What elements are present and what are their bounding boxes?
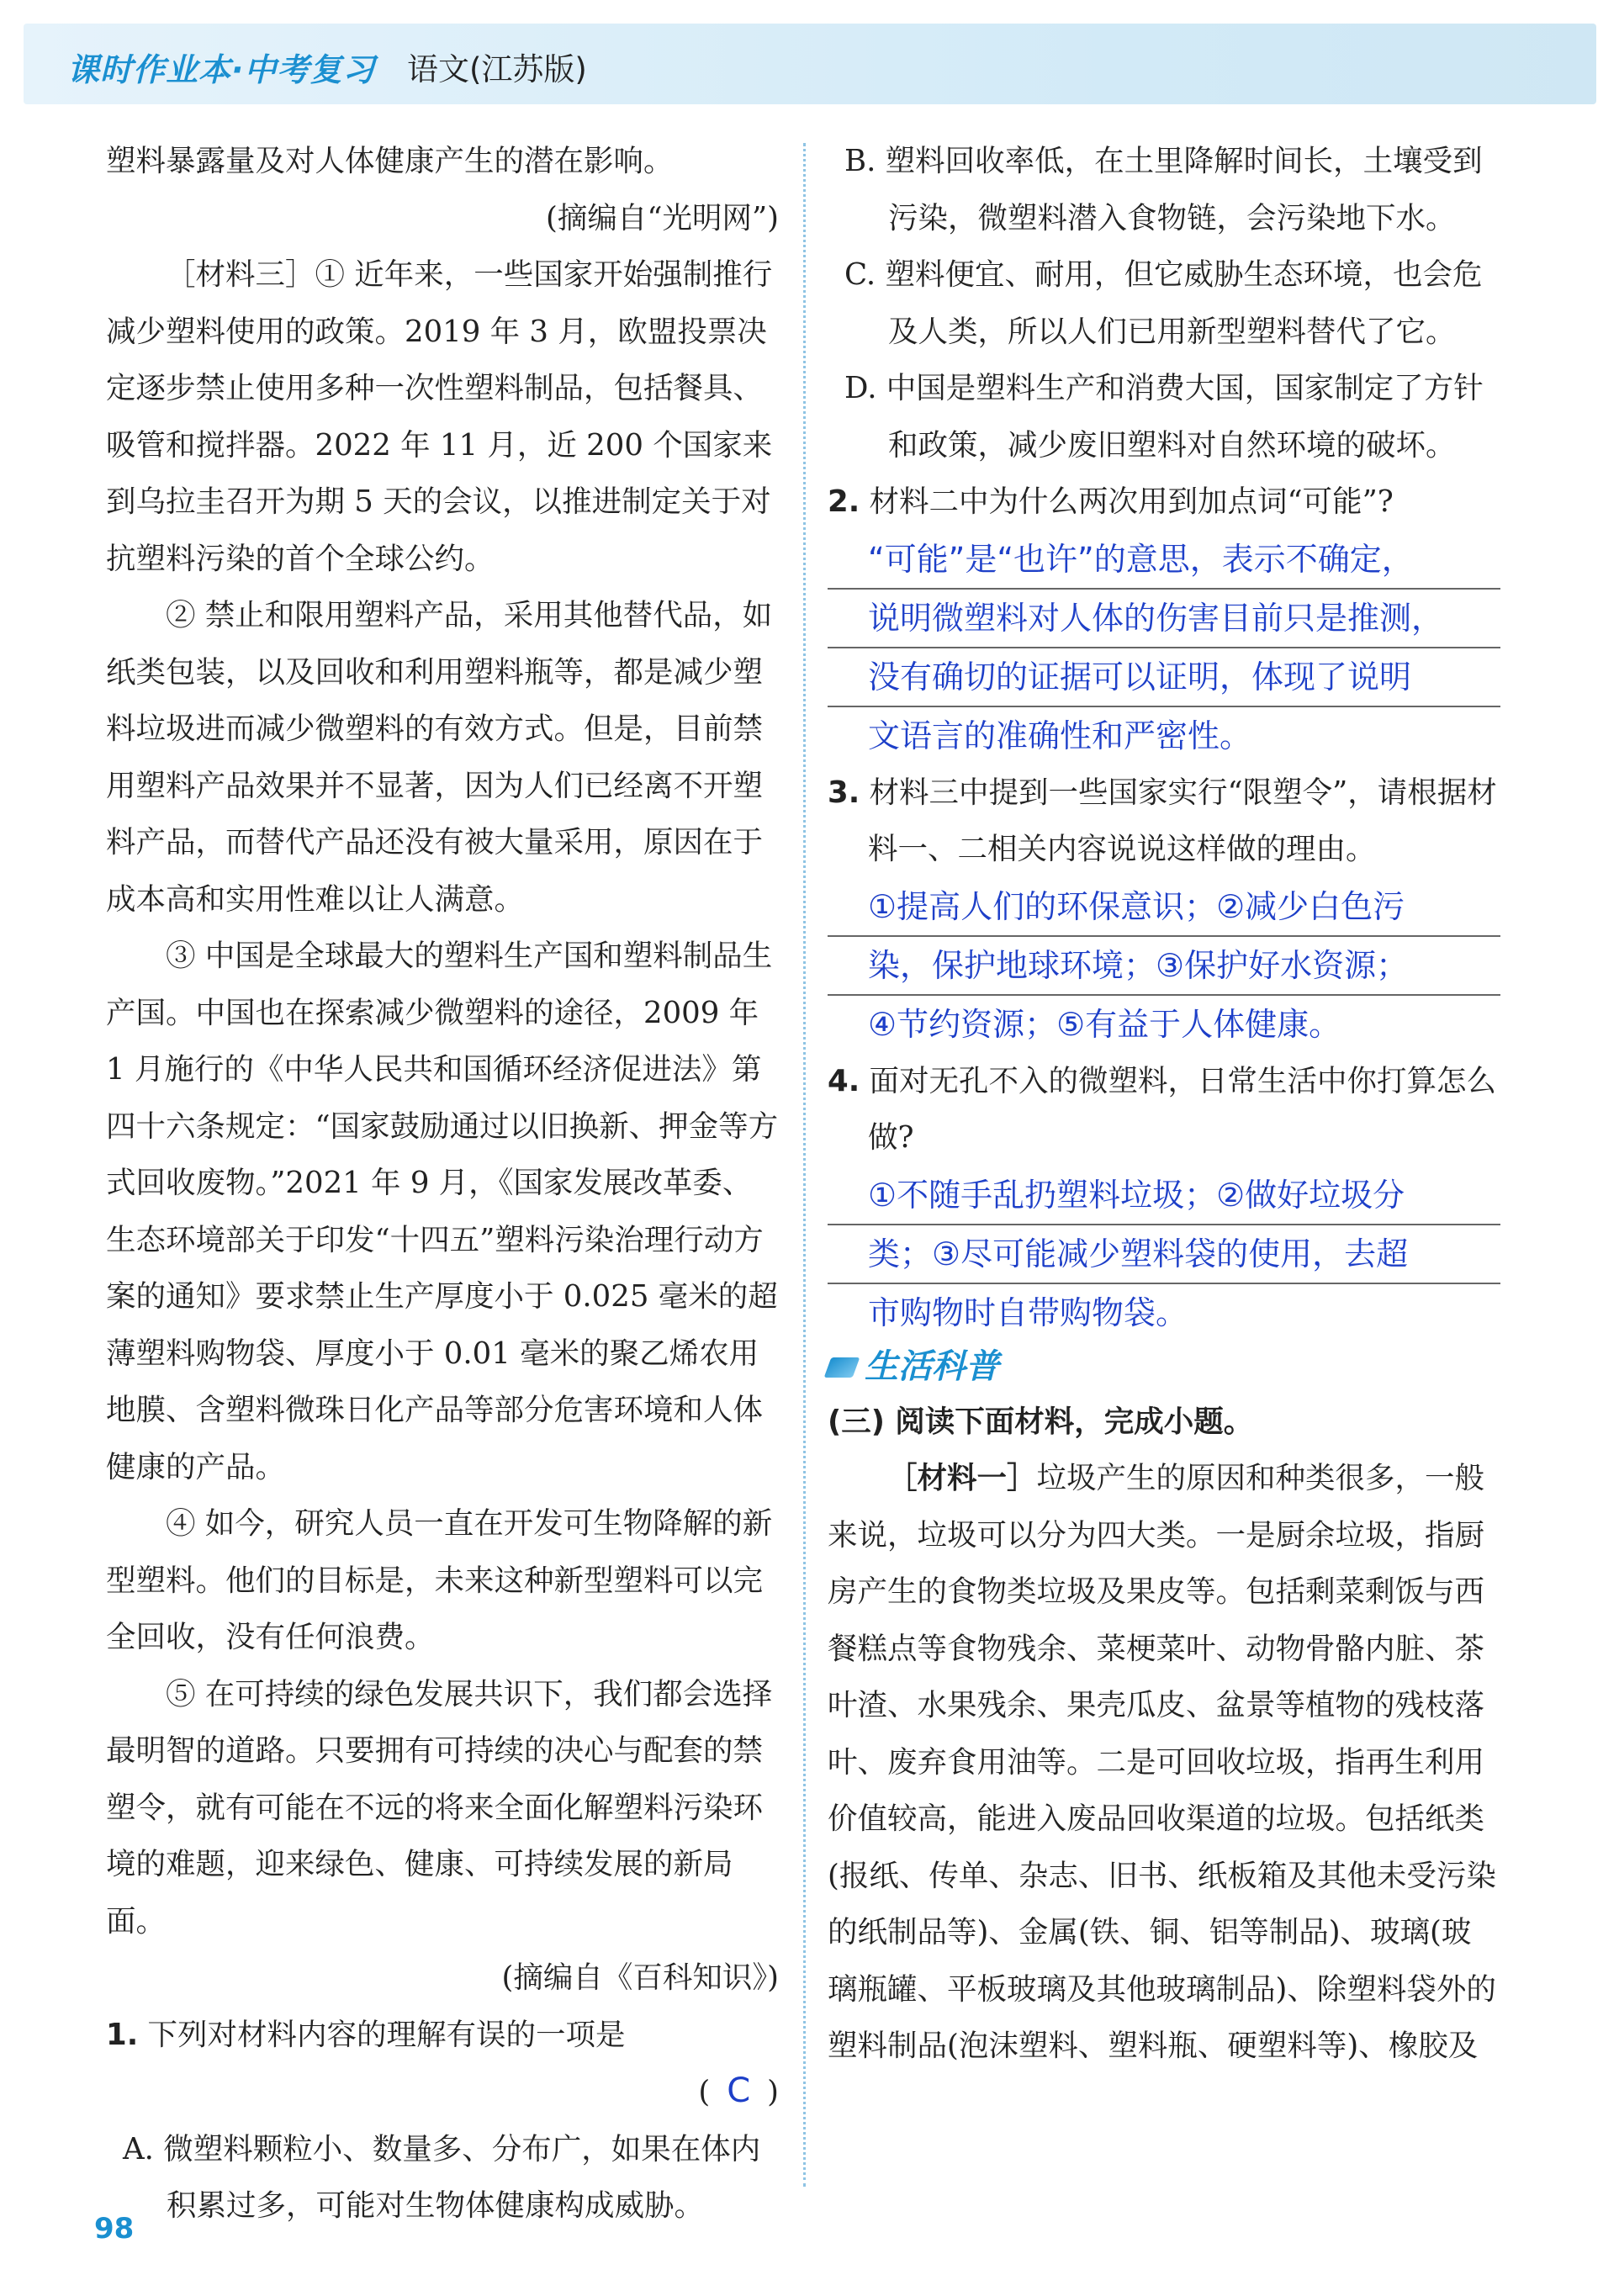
bracket-close: ) <box>767 2075 779 2109</box>
right-column <box>828 133 1500 2075</box>
question-text: 下列对材料内容的理解有误的一项是 <box>147 2017 626 2052</box>
material-text: 垃圾产生的原因和种类很多，一般来说，垃圾可以分为四大类。一是厨余垃圾，指厨房产生的食物类垃圾及果皮等。包括剩菜剩饭与西餐糕点等食物残余、菜梗菜叶、动物骨骼内脏、茶叶渣、水果残余、果壳瓜皮、盆景等植物的残枝落叶、废弃食用油等。二是可回收垃圾，指再生利用价值较高，能进入废品回收渠道的垃圾。包括纸类(报纸、传单、杂志、旧书、纸板箱及其他未受污染的纸制品等)、金属(铁、铜、铝等制品)、玻璃(玻璃瓶罐、平板玻璃及其他玻璃制品)、除塑料袋外的塑料制品(泡沫塑料、塑料瓶、硬塑料等)、橡胶及 <box>828 1461 1496 2063</box>
material1-paragraph <box>828 1450 1500 2075</box>
section-heading <box>828 1341 1500 1394</box>
answer-line: 染，保护地球环境；③保护好水资源； <box>828 937 1500 996</box>
material-label: ［材料一］ <box>887 1461 1037 1495</box>
reading-instruction: (三) 阅读下面材料，完成小题。 <box>828 1404 1254 1439</box>
option-a: A. 微塑料颗粒小、数量多、分布广，如果在体内积累过多，可能对生物体健康构成威胁。 <box>123 2131 761 2223</box>
subject-title: 语文(江苏版) <box>407 51 587 87</box>
left-column <box>106 133 779 2235</box>
continued-line: 塑料暴露量及对人体健康产生的潜在影响。 <box>106 144 674 178</box>
material3-paragraph-2: ② 禁止和限用塑料产品，采用其他替代品，如纸类包装，以及回收和利用塑料瓶等，都是减少塑料垃圾进而减少微塑料的有效方式。但是，目前禁用塑料产品效果并不显著，因为人们已经离不开塑料产品，而替代产品还没有被大量采用，原因在于成本高和实用性难以让人满意。 <box>106 598 773 917</box>
column-divider <box>803 143 806 2187</box>
answer-line: 没有确切的证据可以证明，体现了说明 <box>828 648 1500 707</box>
answer-line: “可能”是“也许”的意思，表示不确定， <box>828 531 1500 590</box>
source-citation: (摘编自“光明网”) <box>546 200 779 235</box>
answer-line: ①不随手乱扔塑料垃圾；②做好垃圾分 <box>828 1167 1500 1225</box>
answer-bracket <box>106 2063 779 2121</box>
question-number: 4. <box>828 1063 860 1098</box>
answer-line: 说明微塑料对人体的伤害目前只是推测， <box>828 590 1500 648</box>
bracket-open: ( <box>698 2075 711 2109</box>
material3-paragraph-4: ④ 如今，研究人员一直在开发可生物降解的新型塑料。他们的目标是，未来这种新型塑料可以完全回收，没有任何浪费。 <box>106 1506 773 1654</box>
question-text: 材料三中提到一些国家实行“限塑令”，请根据材料一、二相关内容说说这样做的理由。 <box>868 775 1497 866</box>
book-series-title: 课时作业本·中考复习 <box>67 51 376 88</box>
option-d: D. 中国是塑料生产和消费大国，国家制定了方针和政策，减少废旧塑料对自然环境的破坏。 <box>844 371 1484 463</box>
question-text: 面对无孔不入的微塑料，日常生活中你打算怎么做? <box>868 1063 1496 1155</box>
question-4 <box>828 1053 1500 1167</box>
option-c: C. 塑料便宜、耐用，但它威胁生态环境，也会危及人类，所以人们已用新型塑料替代了它。 <box>844 257 1483 349</box>
answer-choice[interactable]: C <box>727 2071 751 2110</box>
option-b: B. 塑料回收率低，在土里降解时间长，土壤受到污染，微塑料潜入食物链，会污染地下水。 <box>844 144 1483 235</box>
answer-line: 类；③尽可能减少塑料袋的使用，去超 <box>828 1225 1500 1284</box>
question-number: 2. <box>828 484 860 519</box>
question-number: 1. <box>106 2017 139 2052</box>
material3-paragraph-5: ⑤ 在可持续的绿色发展共识下，我们都会选择最明智的道路。只要拥有可持续的决心与配套的禁塑令，就有可能在不远的将来全面化解塑料污染环境的难题，迎来绿色、健康、可持续发展的新局面。 <box>106 1676 773 1939</box>
source-citation: (摘编自《百科知识》) <box>501 1960 779 1995</box>
answer-line: ④节约资源；⑤有益于人体健康。 <box>868 1005 1341 1043</box>
page-number: 98 <box>94 2212 135 2246</box>
answer-line: 文语言的准确性和严密性。 <box>868 717 1252 754</box>
question-text: 材料二中为什么两次用到加点词“可能”? <box>869 484 1394 519</box>
material3-paragraph-3: ③ 中国是全球最大的塑料生产国和塑料制品生产国。中国也在探索减少微塑料的途径，2009 年 1 月施行的《中华人民共和国循环经济促进法》第四十六条规定：“国家鼓励通过以旧换新、押金等方式回收废物。”2021 年 9 月，《国家发展改革委、生态环境部关于印发“十四五”塑料污染治理行动方案的通知》要求禁止生产厚度小于 0.025 毫米的超薄塑料购物袋、厚度小于 0.01 毫米的聚乙烯农用地膜、含塑料微珠日化产品等部分危害环境和人体健康的产品。 <box>106 939 779 1484</box>
answer-line: 市购物时自带购物袋。 <box>868 1293 1188 1331</box>
question-3 <box>828 764 1500 878</box>
answer-line: ①提高人们的环保意识；②减少白色污 <box>828 878 1500 937</box>
section-title: 生活科普 <box>865 1346 999 1386</box>
question-1 <box>106 2007 779 2064</box>
question-2 <box>828 473 1500 531</box>
section-marker-icon <box>824 1357 860 1378</box>
material3-paragraph-1: ［材料三］① 近年来，一些国家开始强制推行减少塑料使用的政策。2019 年 3 月，欧盟投票决定逐步禁止使用多种一次性塑料制品，包括餐具、吸管和搅拌器。2022 年 11 月，近 200 个国家来到乌拉圭召开为期 5 天的会议，以推进制定关于对抗塑料污染的首个全球公约。 <box>106 257 773 576</box>
question-number: 3. <box>828 775 860 810</box>
